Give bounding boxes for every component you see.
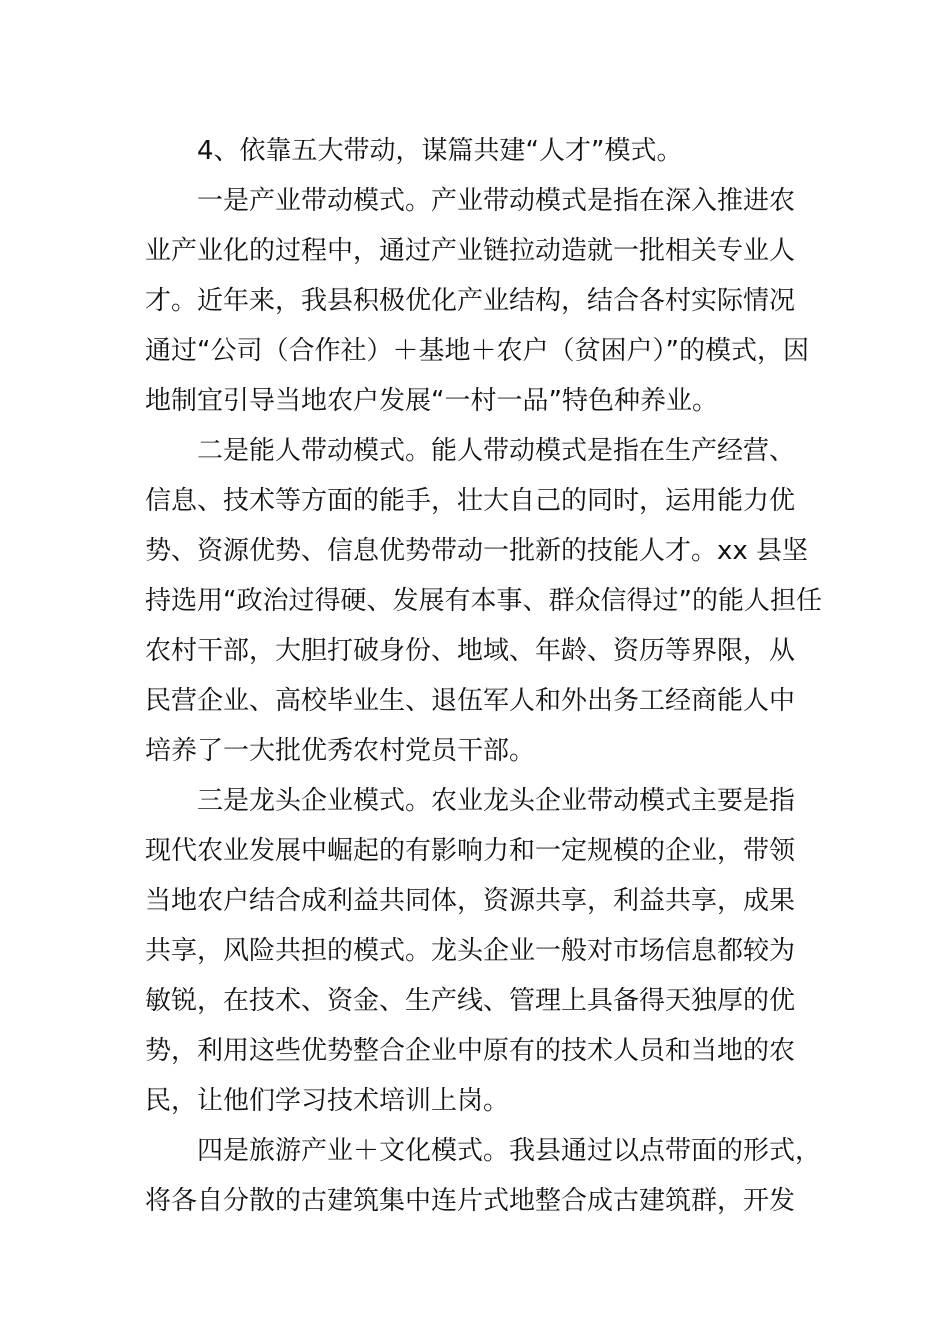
text-line: 农村干部，大胆打破身份、地域、年龄、资历等界限，从 [145,636,796,666]
paragraph-leading-enterprise [145,776,813,1126]
section-heading [145,126,813,176]
text-line: 才。近年来，我县积极优化产业结构，结合各村实际情况 [145,286,796,316]
paragraph-industry-driven [145,176,813,426]
text-line: 共享，风险共担的模式。龙头企业一般对市场信息都较为 [145,936,796,966]
text-line: 4、依靠五大带动，谋篇共建“人才”模式。 [197,136,683,166]
text-line: 势，利用这些优势整合企业中原有的技术人员和当地的农 [145,1036,796,1066]
text-line: 二是能人带动模式。能人带动模式是指在生产经营、 [197,436,796,466]
text-line: 培养了一大批优秀农村党员干部。 [145,736,536,766]
text-line: 民营企业、高校毕业生、退伍军人和外出务工经商能人中 [145,686,796,716]
document-body [145,126,822,1226]
text-line: 四是旅游产业＋文化模式。我县通过以点带面的形式， [197,1136,822,1166]
text-line: 地制宜引导当地农户发展“一村一品”特色种养业。 [145,386,718,416]
text-line: 信息、技术等方面的能手，壮大自己的同时，运用能力优 [145,486,796,516]
text-line: 三是龙头企业模式。农业龙头企业带动模式主要是指 [197,786,796,816]
text-line: 一是产业带动模式。产业带动模式是指在深入推进农 [197,186,796,216]
text-line: 持选用“政治过得硬、发展有本事、群众信得过”的能人担任 [145,586,822,616]
text-line: 通过“公司（合作社）＋基地＋农户（贫困户）”的模式，因 [145,336,809,366]
text-line: 敏锐，在技术、资金、生产线、管理上具备得天独厚的优 [145,986,796,1016]
text-line: 业产业化的过程中，通过产业链拉动造就一批相关专业人 [145,236,796,266]
text-line: 势、资源优势、信息优势带动一批新的技能人才。xx 县坚 [145,536,809,566]
text-line: 当地农户结合成利益共同体，资源共享，利益共享，成果 [145,886,796,916]
text-line: 将各自分散的古建筑集中连片式地整合成古建筑群，开发 [145,1186,796,1216]
paragraph-talent-driven [145,426,822,776]
text-line: 民，让他们学习技术培训上岗。 [145,1086,510,1116]
paragraph-tourism-culture [145,1126,822,1226]
text-line: 现代农业发展中崛起的有影响力和一定规模的企业，带领 [145,836,796,866]
